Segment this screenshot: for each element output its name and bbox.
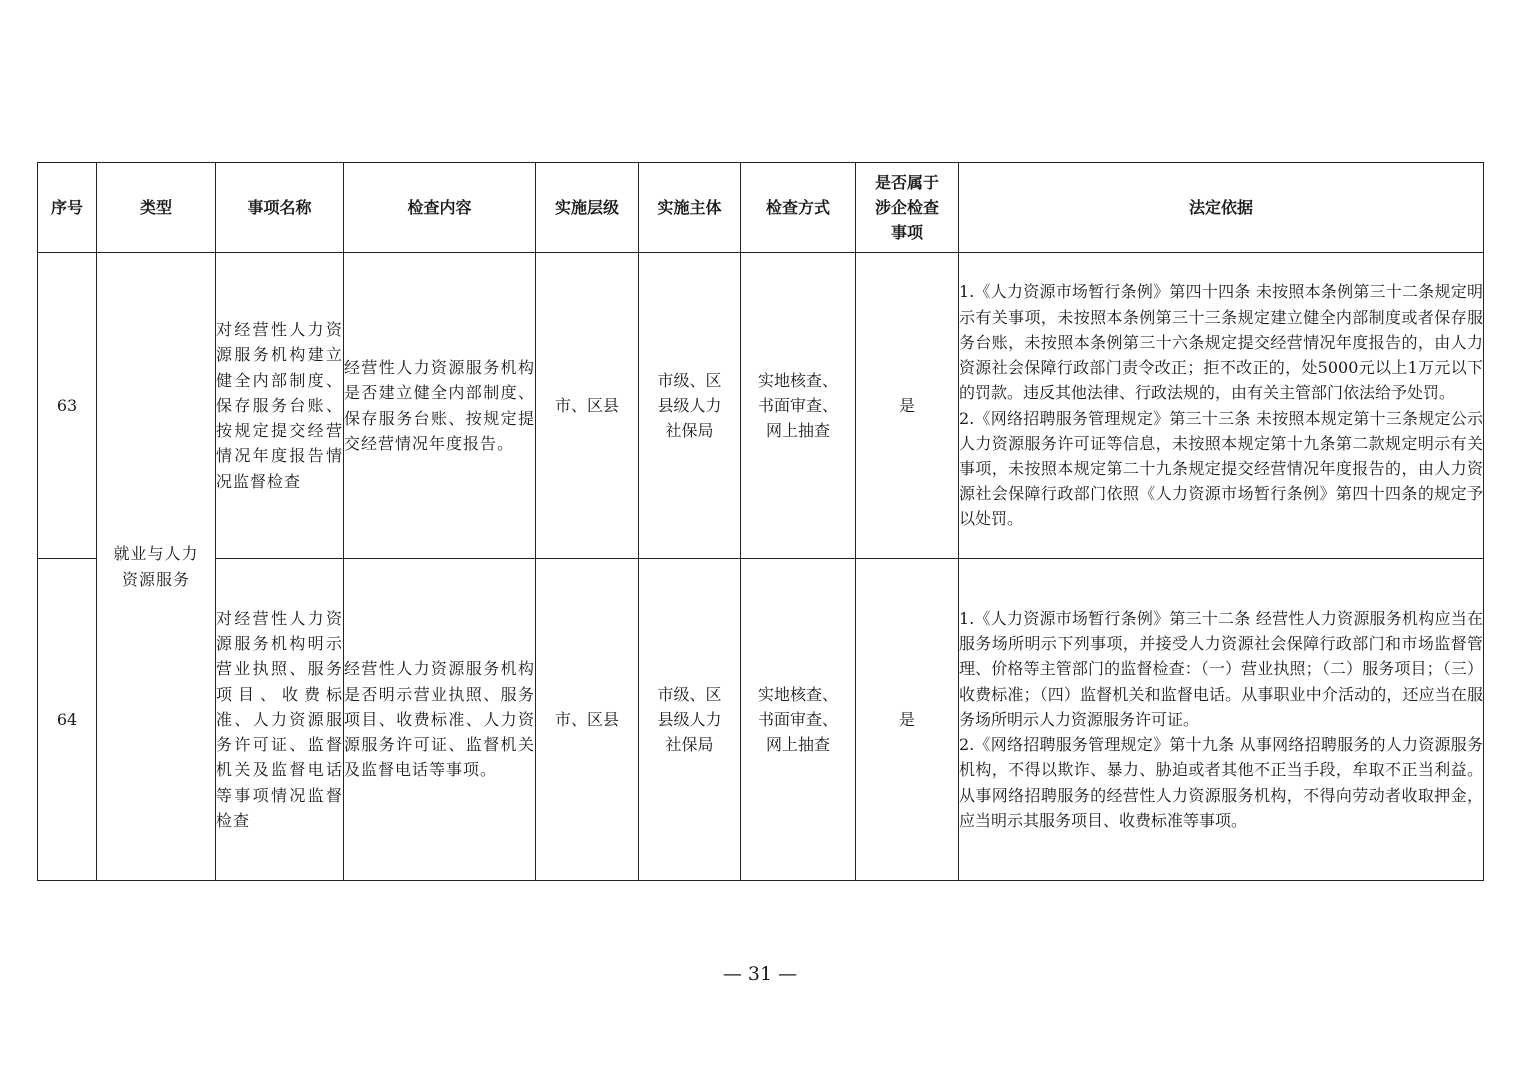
- method-cell: [741, 559, 856, 881]
- method-value: 实地核查、书面审查、网上抽查: [757, 684, 838, 755]
- level-cell: [536, 559, 639, 881]
- basis-paragraph: 2.《网络招聘服务管理规定》第三十三条 未按照本规定第十三条规定公示人力资源服务许可证等信息，未按照本规定第十九条第二款规定明示有关事项，未按照本规定第二十九条规定提交经营情况年度报告的，由人力资源社会保障行政部门依照《人力资源市场暂行条例》第四十四条的规定予以处罚。: [959, 408, 1483, 529]
- level-value: 市、区县: [554, 395, 619, 415]
- enterprise-cell: [856, 559, 959, 881]
- enterprise-value: 是: [898, 395, 915, 415]
- header-enterprise-label: 是否属于涉企检查事项: [874, 173, 939, 242]
- table-row: [38, 559, 1484, 881]
- header-basis: 法定依据: [959, 163, 1484, 253]
- row-index: [38, 559, 97, 881]
- subject-value: 市级、区县级人力社保局: [657, 684, 722, 755]
- subject-value: 市级、区县级人力社保局: [657, 370, 722, 441]
- row-index-value: 63: [56, 395, 78, 415]
- content-value: 经营性人力资源服务机构是否明示营业执照、服务项目、收费标准、人力资源服务许可证、监督机关及监督电话等事项。: [344, 659, 535, 780]
- header-category: 类型: [97, 163, 216, 253]
- item-name-value: 对经营性人力资源服务机构建立健全内部制度、保存服务台账、按规定提交经营情况年度报告情况监督检查: [216, 320, 343, 491]
- header-enterprise: [856, 163, 959, 253]
- item-name-value: 对经营性人力资源服务机构明示营业执照、服务项目、收费标准、人力资源服务许可证、监督机关及监督电话等事项情况监督检查: [216, 609, 343, 830]
- basis-cell: [959, 253, 1484, 559]
- basis-paragraph: 1.《人力资源市场暂行条例》第四十四条 未按照本条例第三十二条规定明示有关事项，未按照本条例第三十三条规定建立健全内部制度或者保存服务台账，未按照本条例第三十六条规定提交经营情况年度报告的，由人力资源社会保障行政部门责令改正；拒不改正的，处5000元以上1万元以下的罚款。违反其他法律、行政法规的，由有关主管部门依法给予处罚。: [959, 282, 1483, 403]
- table-row: [38, 253, 1484, 559]
- header-index: 序号: [38, 163, 97, 253]
- enterprise-value: 是: [898, 709, 915, 729]
- item-name-cell: [216, 559, 344, 881]
- header-item-name: 事项名称: [216, 163, 344, 253]
- item-name-cell: [216, 253, 344, 559]
- content-cell: [344, 559, 536, 881]
- table-header-row: [38, 163, 1484, 253]
- basis-cell: [959, 559, 1484, 881]
- content-value: 经营性人力资源服务机构是否建立健全内部制度、保存服务台账、按规定提交经营情况年度报告。: [344, 358, 535, 453]
- basis-paragraph: 1.《人力资源市场暂行条例》第三十二条 经营性人力资源服务机构应当在服务场所明示下列事项，并接受人力资源社会保障行政部门和市场监督管理、价格等主管部门的监督检查：（一）营业执照；（二）服务项目；（三）收费标准；（四）监督机关和监督电话。从事职业中介活动的，还应当在服务场所明示人力资源服务许可证。: [959, 609, 1483, 729]
- content-cell: [344, 253, 536, 559]
- method-value: 实地核查、书面审查、网上抽查: [757, 370, 838, 441]
- inspection-items-table: [37, 162, 1484, 881]
- header-subject: 实施主体: [639, 163, 741, 253]
- row-index: [38, 253, 97, 559]
- enterprise-cell: [856, 253, 959, 559]
- basis-paragraph: 2.《网络招聘服务管理规定》第十九条 从事网络招聘服务的人力资源服务机构，不得以欺诈、暴力、胁迫或者其他不正当手段，牟取不正当利益。从事网络招聘服务的经营性人力资源服务机构，不得向劳动者收取押金，应当明示其服务项目、收费标准等事项。: [959, 735, 1483, 830]
- method-cell: [741, 253, 856, 559]
- header-level: 实施层级: [536, 163, 639, 253]
- header-method: 检查方式: [741, 163, 856, 253]
- subject-cell: [639, 559, 741, 881]
- category-cell: [97, 253, 216, 881]
- category-value: 就业与人力资源服务: [113, 544, 199, 589]
- level-value: 市、区县: [554, 709, 619, 729]
- subject-cell: [639, 253, 741, 559]
- page-number: — 31 —: [722, 963, 798, 985]
- level-cell: [536, 253, 639, 559]
- row-index-value: 64: [56, 709, 78, 729]
- header-content: 检查内容: [344, 163, 536, 253]
